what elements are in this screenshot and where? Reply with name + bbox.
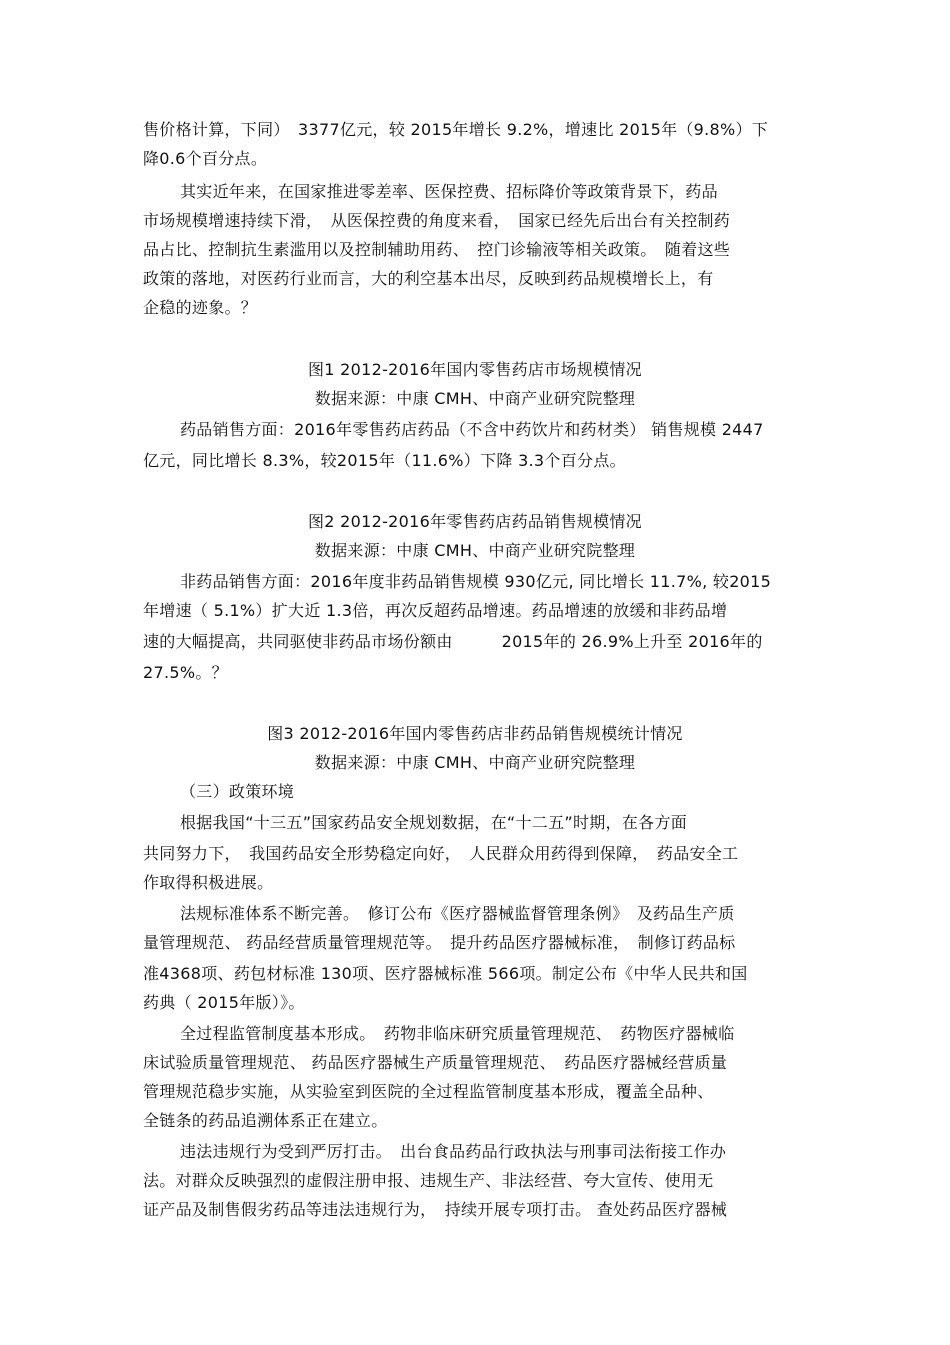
paragraph-line: 全链条的药品追溯体系正在建立。 <box>143 1111 388 1130</box>
paragraph-line: 作取得积极进展。 <box>143 873 274 892</box>
paragraph-line: 准4368项、药包材标准 130项、医疗器械标准 566项。制定公布《中华人民共和国 <box>143 964 748 983</box>
figure-caption: 图3 2012-2016年国内零售药店非药品销售规模统计情况 <box>267 724 683 743</box>
paragraph-line: 量管理规范、 药品经营质量管理规范等。 提升药品医疗器械标准， 制修订药品标 <box>143 933 736 952</box>
paragraph-line: 根据我国“十三五”国家药品安全规划数据，在“十二五”时期，在各方面 <box>180 813 688 832</box>
paragraph-line: 违法违规行为受到严厉打击。 出台食品药品行政执法与刑事司法衔接工作办 <box>180 1142 727 1161</box>
paragraph-line: 27.5%。？ <box>143 663 228 682</box>
paragraph-line: 药品销售方面：2016年零售药店药品（不含中药饮片和药材类） 销售规模 2447 <box>180 420 764 439</box>
paragraph-line: 速的大幅提高，共同驱使非药品市场份额由 2015年的 26.9%上升至 2016年的 <box>143 632 763 651</box>
paragraph-line: 共同努力下， 我国药品安全形势稳定向好， 人民群众用药得到保障， 药品安全工 <box>143 844 739 863</box>
paragraph-line: 法规标准体系不断完善。 修订公布《医疗器械监督管理条例》 及药品生产质 <box>180 904 735 923</box>
figure-source: 数据来源：中康 CMH、中商产业研究院整理 <box>314 541 636 560</box>
paragraph-line: 售价格计算，下同） 3377亿元，较 2015年增长 9.2%，增速比 2015年（9.8%）下 <box>143 120 769 139</box>
paragraph-line: 证产品及制售假劣药品等违法违规行为， 持续开展专项打击。 查处药品医疗器械 <box>143 1200 728 1219</box>
figure-source: 数据来源：中康 CMH、中商产业研究院整理 <box>314 389 636 408</box>
paragraph-line: 政策的落地，对医药行业而言，大的利空基本出尽，反映到药品规模增长上，有 <box>143 269 714 288</box>
paragraph-line: 非药品销售方面：2016年度非药品销售规模 930亿元, 同比增长 11.7%, 较2015 <box>180 572 772 591</box>
paragraph-line: 药典（ 2015年版）》。 <box>143 993 305 1012</box>
figure-caption: 图2 2012-2016年零售药店药品销售规模情况 <box>308 512 642 531</box>
paragraph-line: 管理规范稳步实施，从实验室到医院的全过程监管制度基本形成，覆盖全品种、 <box>143 1082 714 1101</box>
paragraph-line: 床试验质量管理规范、 药品医疗器械生产质量管理规范、 药品医疗器械经营质量 <box>143 1053 728 1072</box>
paragraph-line: 市场规模增速持续下滑， 从医保控费的角度来看， 国家已经先后出台有关控制药 <box>143 211 731 230</box>
paragraph-line: 亿元，同比增长 8.3%，较2015年（11.6%）下降 3.3个百分点。 <box>143 451 626 470</box>
paragraph-line: 降0.6个百分点。 <box>143 149 268 168</box>
figure-caption: 图1 2012-2016年国内零售药店市场规模情况 <box>308 360 642 379</box>
paragraph-line: 全过程监管制度基本形成。 药物非临床研究质量管理规范、 药物医疗器械临 <box>180 1024 735 1043</box>
paragraph-line: 企稳的迹象。？ <box>143 298 258 317</box>
paragraph-line: 法。对群众反映强烈的虚假注册申报、违规生产、非法经营、夸大宣传、使用无 <box>143 1171 714 1190</box>
paragraph-line: 品占比、控制抗生素滥用以及控制辅助用药、 控门诊输液等相关政策。 随着这些 <box>143 240 731 259</box>
figure-source: 数据来源：中康 CMH、中商产业研究院整理 <box>314 753 636 772</box>
paragraph-line: 年增速（ 5.1%）扩大近 1.3倍，再次反超药品增速。药品增速的放缓和非药品增 <box>143 601 728 620</box>
section-heading: （三）政策环境 <box>180 782 295 801</box>
paragraph-line: 其实近年来，在国家推进零差率、医保控费、招标降价等政策背景下，药品 <box>180 182 718 201</box>
